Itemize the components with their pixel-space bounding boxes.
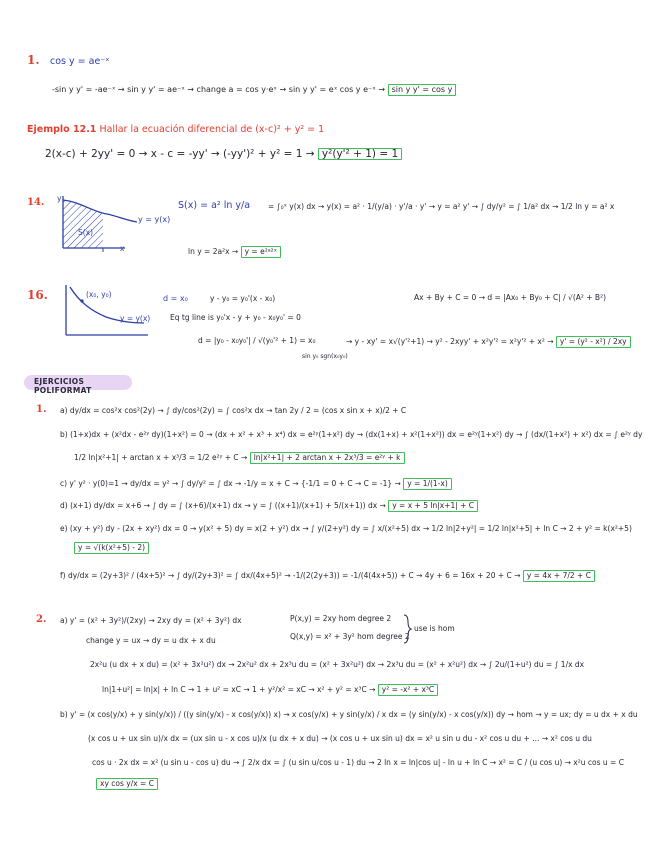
ejercicio-2-a1: a) y' = (x² + 3y²)/(2xy) → 2xy dy = (x² + 3y²) dx xyxy=(60,616,242,625)
ejercicio-1-b2 xyxy=(74,452,405,464)
problem-16-answer-box: y' = (y² - x²) / 2xy xyxy=(556,336,631,348)
problem-16-tangent: y - y₀ = y₀'(x - x₀) xyxy=(210,294,276,303)
ejercicio-1-f xyxy=(60,570,595,582)
problem-14-graph-x: x xyxy=(120,244,125,253)
problem-16-number: 16. xyxy=(27,288,48,302)
problem-14-area-def: S(x) = a² ln y/a xyxy=(178,200,251,211)
ejercicio-2-a4-answer-box: y² = -x² + x³C xyxy=(378,684,438,696)
problem-14-curve-label: y = y(x) xyxy=(138,215,171,224)
ejercicio-2-a3: 2x²u (u dx + x du) = (x² + 3x²u²) dx → 2x²u² dx + 2x³u du = (x² + 3x²u²) dx → 2x³u du = (x² + x²u²) dx → ∫ 2u/(1+u²) du = ∫ 1/x dx xyxy=(90,660,585,669)
ejercicio-2-a1-note2: Q(x,y) = x² + 3y² hom degree 2 xyxy=(290,632,410,641)
problem-14-answer-box: y = e²ᵃ²ˣ xyxy=(241,246,281,258)
ejercicio-2-a2: change y = ux → dy = u dx + x du xyxy=(86,636,216,645)
ejercicio-1-b2-text: 1/2 ln|x²+1| + arctan x + x³/3 = 1/2 e²ʸ + C → xyxy=(74,453,248,462)
ejemplo-label: Ejemplo 12.1 xyxy=(27,124,97,135)
ejercicio-1-b1: b) (1+x)dx + (x²dx - e²ʸ dy)(1+x²) = 0 → (dx + x² + x³ + x⁴) dx = e²ʸ(1+x²) dy → (dx(1+x) + x²(1+x²)) dx = e²ʸ(1+x²) dy → ∫ (dx/(1+x²) + x²) dx = ∫ e²ʸ dy xyxy=(60,430,643,439)
problem-16-def: d = x₀ xyxy=(163,294,188,303)
ejercicio-1-a: a) dy/dx = cos²x cos²(2y) → ∫ dy/cos²(2y) = ∫ cos²x dx → tan 2y / 2 = (cos x sin x + x)/2 + C xyxy=(60,406,407,415)
ejercicio-2-b2: (x cos u + ux sin u)/x dx = (ux sin u - x cos u)/x (u dx + x du) → (x cos u + ux sin u) dx = x² u sin u du - x² cos u du + ... → x² cos u du xyxy=(88,734,592,743)
ejercicio-1-d xyxy=(60,500,478,512)
ejercicio-1-number: 1. xyxy=(36,404,47,415)
problem-1-answer-box: sin y y' = cos y xyxy=(388,84,457,96)
problem-16-steps-text: → y - xy' = x√(y'²+1) → y² - 2xyy' + x²y'² = x²y'² + x² → xyxy=(346,337,554,346)
ejercicio-2-b3: cos u · 2x dx = x² (u sin u - cos u) du → ∫ 2/x dx = ∫ (u sin u/cos u - 1) du → 2 ln x = ln|cos u| - ln u + ln C → x² = C / (u cos u) → x²u cos u = C xyxy=(92,758,624,767)
ejercicio-1-e: e) (xy + y²) dy - (2x + xy²) dx = 0 → y(x² + 5) dy = x(2 + y²) dx → ∫ y/(2+y²) dy = ∫ x/(x²+5) dx → 1/2 ln|2+y²| = 1/2 ln|x²+5| + ln C → 2 + y² = k(x²+5) xyxy=(60,524,632,533)
problem-1-steps-text: -sin y y' = -ae⁻ˣ → sin y y' = ae⁻ˣ → change a = cos y·eˣ → sin y y' = eˣ cos y e⁻ˣ → xyxy=(52,85,386,94)
ejercicio-2-brace xyxy=(402,614,412,644)
problem-14-line2-text: ln y = 2a²x → xyxy=(188,247,239,256)
ejercicio-1-f-answer-box: y = 4x + 7/2 + C xyxy=(523,570,595,582)
problem-16-dist-lhs: d = |y₀ - x₀y₀'| / √(y₀'² + 1) = x₀ xyxy=(198,336,316,345)
problem-16-curve-label: y = y(x) xyxy=(120,314,151,323)
ejercicio-2-brace-note: use is hom xyxy=(414,624,455,633)
problem-16-eq-line: Eq tg line is y₀'x - y + y₀ - x₀y₀' = 0 xyxy=(170,313,301,322)
problem-14-graph xyxy=(55,196,165,258)
problem-1-equation: cos y = ae⁻ˣ xyxy=(50,56,110,67)
problem-1-number: 1. xyxy=(27,53,40,67)
ejercicio-1-e-answer-line xyxy=(74,542,149,554)
ejercicio-2-a4 xyxy=(102,684,438,696)
ejercicio-1-e-answer-box: y = √(k(x²+5) - 2) xyxy=(74,542,149,554)
ejercicio-1-c xyxy=(60,478,452,490)
ejercicio-2-number: 2. xyxy=(36,614,47,625)
problem-14-steps: = ∫₀ˣ y(x) dx → y(x) = a² · 1/(y/a) · y'/a · y' → y = a² y' → ∫ dy/y² = ∫ 1/a² dx → 1/2 ln y = a² x xyxy=(268,202,615,211)
ejercicio-2-b1: b) y' = (x cos(y/x) + y sin(y/x)) / ((y sin(y/x) - x cos(y/x)) x) → x cos(y/x) + y sin(y/x) / x dx = (y sin(y/x) - x cos(y/x)) dy → hom → y = ux; dy = u dx + x du xyxy=(60,710,638,719)
area-hatch xyxy=(63,200,103,248)
ejercicio-1-b2-answer-box: ln|x²+1| + 2 arctan x + 2x³/3 = e²ʸ + k xyxy=(250,452,405,464)
section-pill xyxy=(24,375,132,395)
ejercicio-1-c-text: c) y' y² · y(0)=1 → dy/dx = y² → ∫ dy/y² = ∫ dx → -1/y = x + C → {-1/1 = 0 + C → C = -1} → xyxy=(60,479,401,488)
ejemplo-answer-box: y²(y'² + 1) = 1 xyxy=(318,148,402,160)
ejemplo-header xyxy=(27,124,324,136)
problem-16-point-label: (x₀, y₀) xyxy=(86,290,112,299)
problem-16-dist-note: sin y₀ sgn(x₀y₀) xyxy=(302,353,348,360)
problem-14-number: 14. xyxy=(27,197,45,208)
section-title: EJERCICIOS POLIFORMAT xyxy=(34,377,92,395)
problem-14-area-label: S(x) xyxy=(78,228,94,237)
ejemplo-steps-text: 2(x-c) + 2yy' = 0 → x - c = -yy' → (-yy')² + y² = 1 → xyxy=(45,148,315,160)
ejercicio-2-b3-answer-line xyxy=(96,778,158,790)
ejemplo-statement: Hallar la ecuación diferencial de (x-c)² + y² = 1 xyxy=(99,124,325,135)
ejercicio-1-d-answer-box: y = x + 5 ln|x+1| + C xyxy=(388,500,478,512)
ejercicio-2-b3-answer-box: xy cos y/x = C xyxy=(96,778,158,790)
point-marker xyxy=(80,299,83,302)
ejemplo-steps xyxy=(45,148,402,161)
ejercicio-1-c-answer-box: y = 1/(1-x) xyxy=(403,478,452,490)
ejercicio-1-d-text: d) (x+1) dy/dx = x+6 → ∫ dy = ∫ (x+6)/(x+1) dx → y = ∫ ((x+1)/(x+1) + 5/(x+1)) dx → xyxy=(60,501,386,510)
problem-1-steps xyxy=(52,84,456,96)
problem-16-distance-formula: Ax + By + C = 0 → d = |Ax₀ + By₀ + C| / √(A² + B²) xyxy=(414,293,607,302)
ejercicio-2-a1-note1: P(x,y) = 2xy hom degree 2 xyxy=(290,614,392,623)
problem-16-steps xyxy=(346,336,631,348)
ejercicio-1-f-text: f) dy/dx = (2y+3)² / (4x+5)² → ∫ dy/(2y+3)² = ∫ dx/(4x+5)² → -1/(2(2y+3)) = -1/(4(4x+5)) + C → 4y + 6 = 16x + 20 + C → xyxy=(60,571,521,580)
problem-14-line2 xyxy=(188,246,281,258)
problem-14-graph-y: y xyxy=(57,194,62,203)
ejercicio-2-a4-text: ln|1+u²| = ln|x| + ln C → 1 + u² = xC → 1 + y²/x² = xC → x² + y² = x³C → xyxy=(102,685,376,694)
